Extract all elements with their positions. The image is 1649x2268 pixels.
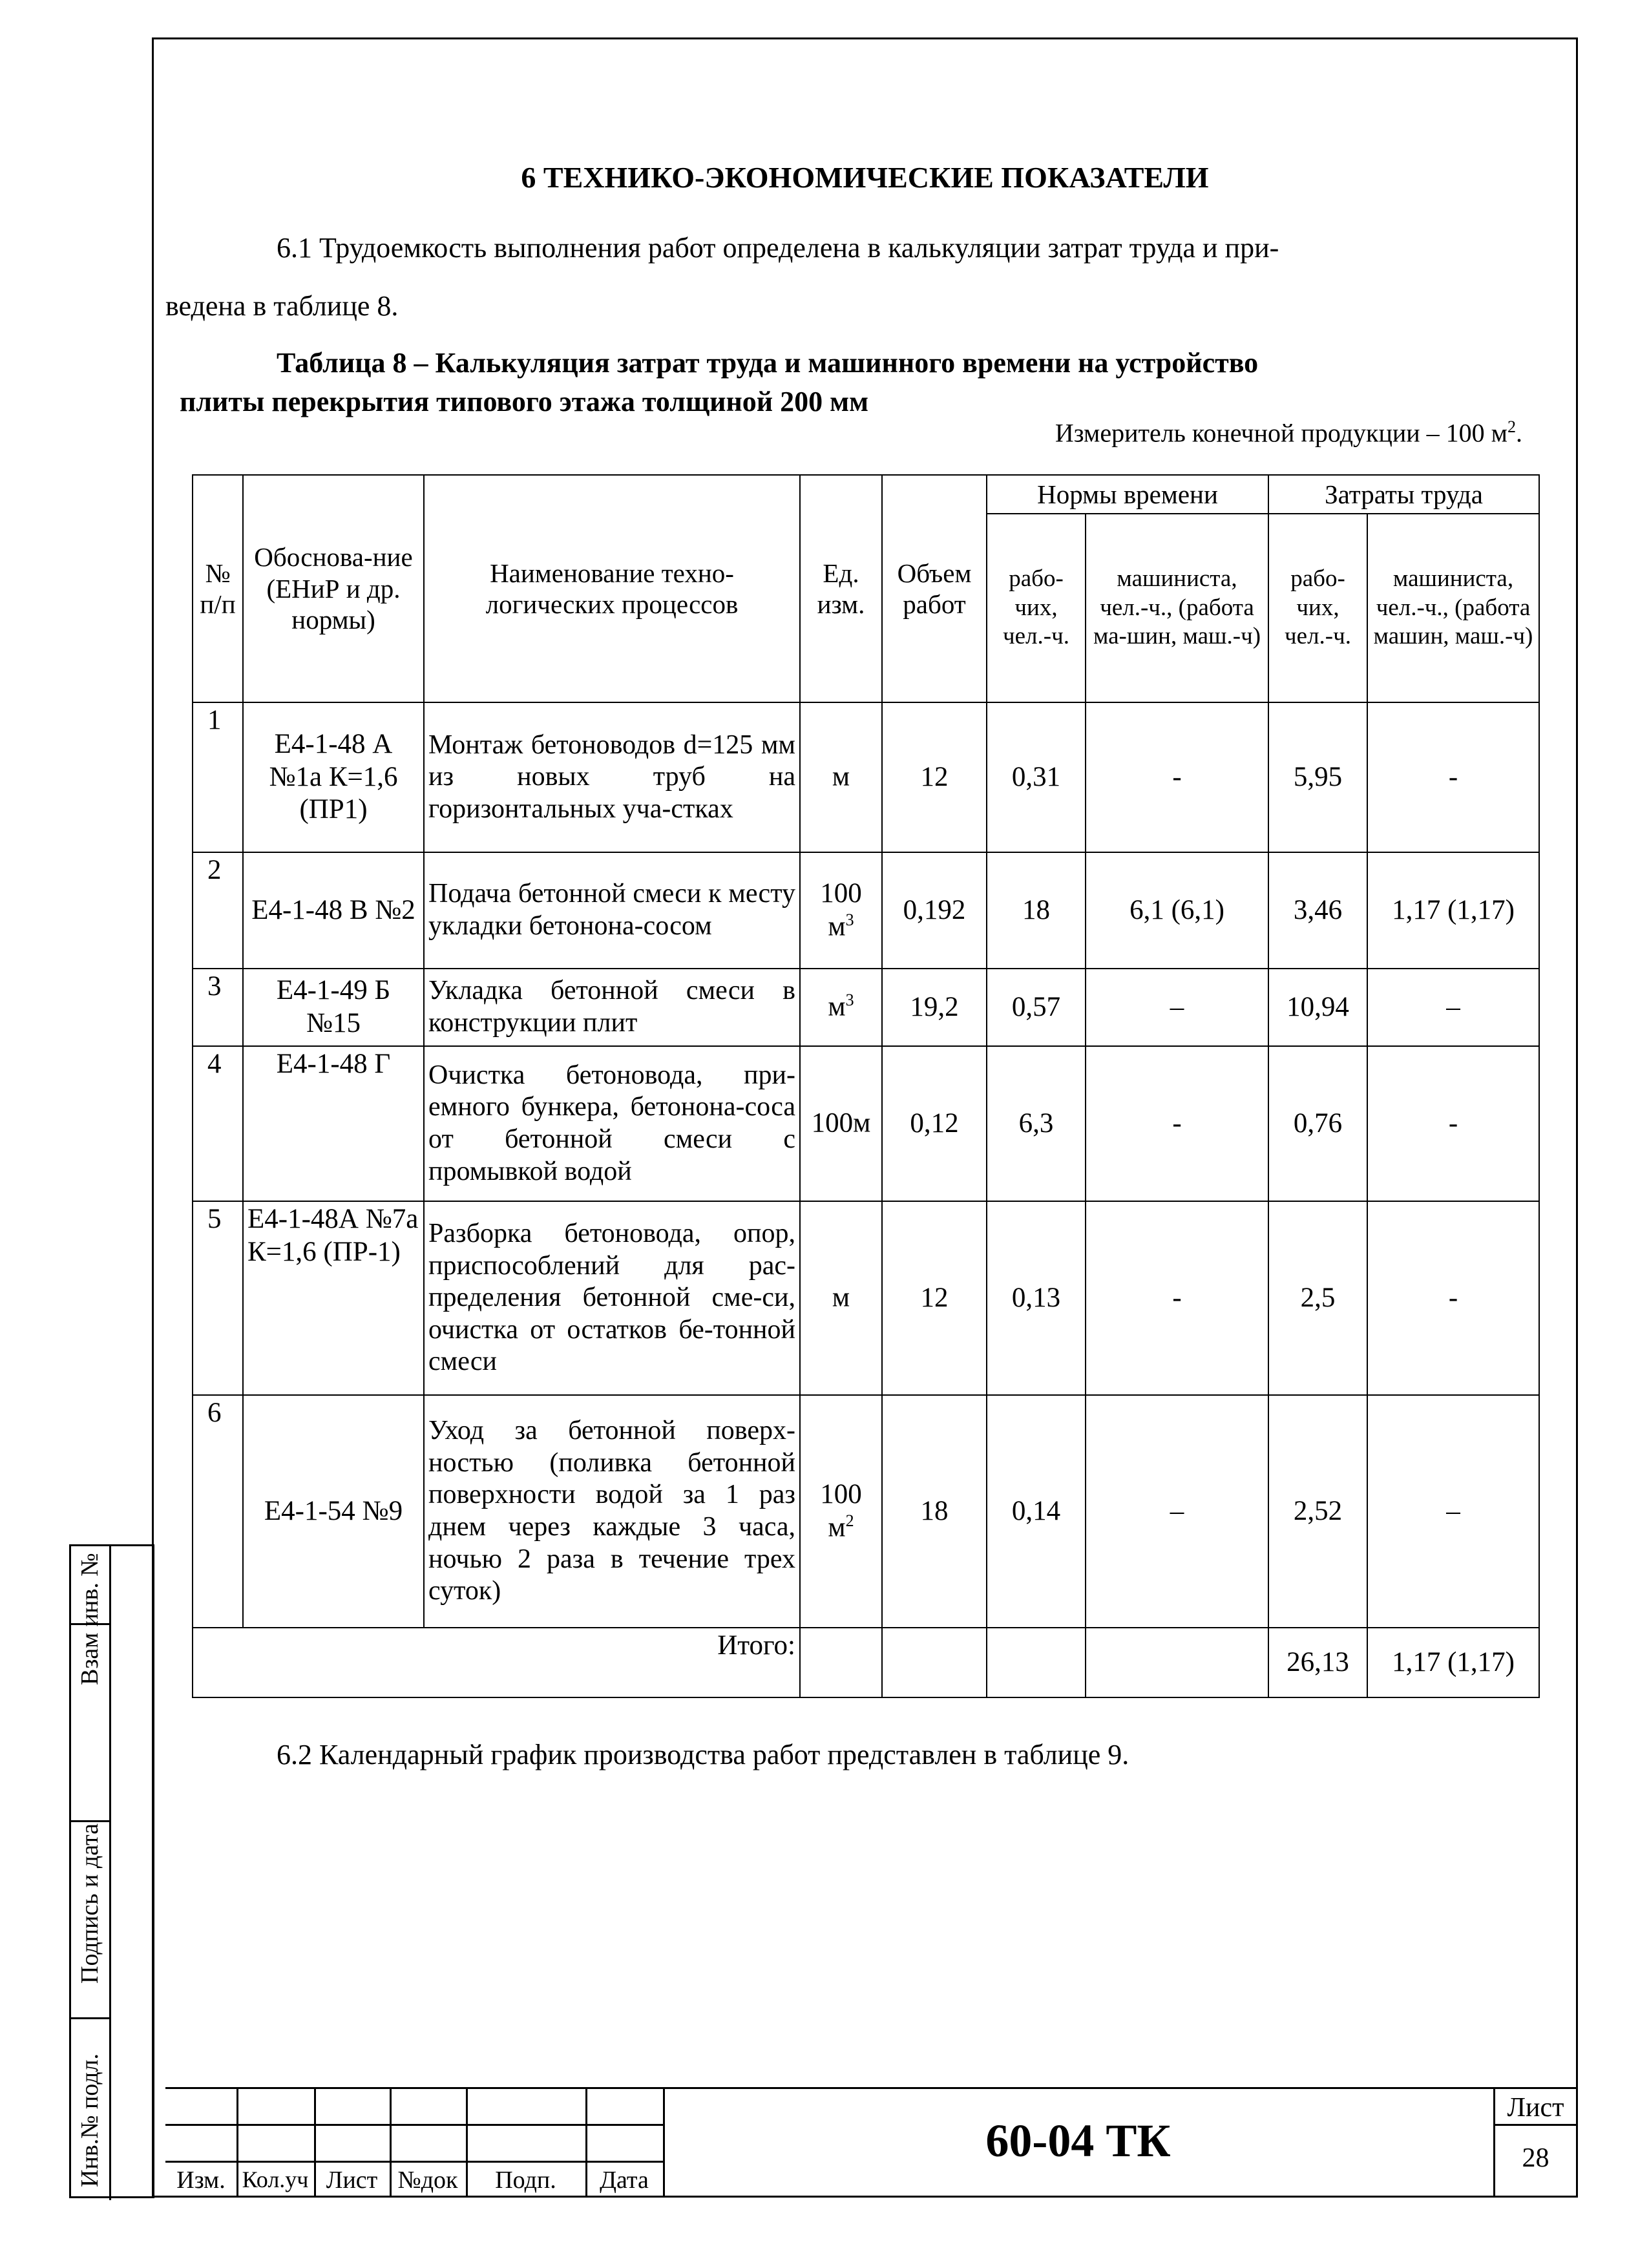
- title-block: [165, 2087, 1578, 2198]
- header-name: Наименование техно-логических процессов: [424, 475, 800, 702]
- total-norm-operator: [1086, 1628, 1268, 1697]
- total-cost-workers: 26,13: [1268, 1628, 1367, 1697]
- row-name: Очистка бетоновода, при-емного бункера, бетонона-соса от бетонной смеси с промывкой водой: [424, 1046, 800, 1201]
- tb-kol-uch-label: Кол.уч: [242, 2167, 309, 2192]
- row-num: 2: [193, 852, 243, 969]
- row-unit: $м^3$: [800, 969, 882, 1046]
- tb-podp-label: Подп.: [495, 2167, 556, 2194]
- total-unit: [800, 1628, 882, 1697]
- tb-list-label: Лист: [326, 2167, 378, 2194]
- row-num: 6: [193, 1395, 243, 1628]
- tb-data-label: Дата: [600, 2167, 649, 2194]
- row-basis: Е4-1-48А №7а К=1,6 (ПР-1): [243, 1201, 424, 1395]
- row-basis: Е4-1-48 В №2: [243, 852, 424, 969]
- header-cost-workers: рабо-чих, чел.-ч.: [1268, 514, 1367, 702]
- table-row: [193, 1046, 1539, 1201]
- row-basis: Е4-1-54 №9: [243, 1395, 424, 1628]
- sheet-label: Лист: [1507, 2093, 1564, 2123]
- row-cost-workers: 2,52: [1268, 1395, 1367, 1628]
- total-row: [193, 1628, 1539, 1697]
- labor-calculation-table: [192, 474, 1540, 1698]
- row-cost-operator: –: [1367, 969, 1539, 1046]
- table-row: [193, 1201, 1539, 1395]
- document-code: 60-04 ТК: [985, 2115, 1171, 2167]
- table-row: [193, 969, 1539, 1046]
- row-volume: 0,192: [882, 852, 987, 969]
- table-row: [193, 852, 1539, 969]
- row-basis: Е4-1-48 А №1а К=1,6 (ПР1): [243, 702, 424, 852]
- header-norm-workers: рабо-чих, чел.-ч.: [987, 514, 1086, 702]
- row-name: Уход за бетонной поверх-ностью (поливка бетонной поверхности водой за 1 раз днем через каждые 3 часа, ночью 2 раза в течение трех суток): [424, 1395, 800, 1628]
- paragraph-6-1-line1: 6.1 Трудоемкость выполнения работ определена в калькуляции затрат труда и при-: [277, 232, 1279, 264]
- row-norm-operator: -: [1086, 1046, 1268, 1201]
- side-stamp-replace-inv: Взам инв. №: [76, 1553, 103, 1685]
- row-norm-operator: -: [1086, 1201, 1268, 1395]
- row-norm-operator: 6,1 (6,1): [1086, 852, 1268, 969]
- header-unit: Ед. изм.: [800, 475, 882, 702]
- header-num: № п/п: [193, 475, 243, 702]
- total-volume: [882, 1628, 987, 1697]
- total-cost-operator: 1,17 (1,17): [1367, 1628, 1539, 1697]
- header-norm-operator: машиниста, чел.-ч., (работа ма-шин, маш.-ч): [1086, 514, 1268, 702]
- row-norm-workers: 0,13: [987, 1201, 1086, 1395]
- total-norm-workers: [987, 1628, 1086, 1697]
- row-norm-operator: –: [1086, 1395, 1268, 1628]
- table-caption-line2: плиты перекрытия типового этажа толщиной 200 мм: [180, 386, 869, 417]
- row-num: 1: [193, 702, 243, 852]
- row-basis: Е4-1-49 Б №15: [243, 969, 424, 1046]
- row-cost-workers: 0,76: [1268, 1046, 1367, 1201]
- row-num: 4: [193, 1046, 243, 1201]
- row-volume: 12: [882, 1201, 987, 1395]
- row-num: 3: [193, 969, 243, 1046]
- row-unit: 100 $м^2$: [800, 1395, 882, 1628]
- row-volume: 0,12: [882, 1046, 987, 1201]
- row-name: Разборка бетоновода, опор, приспособлений для рас-пределения бетонной сме-си, очистка от остатков бе-тонной смеси: [424, 1201, 800, 1395]
- row-cost-operator: -: [1367, 1046, 1539, 1201]
- sheet-number: 28: [1522, 2143, 1549, 2173]
- row-cost-operator: –: [1367, 1395, 1539, 1628]
- row-norm-workers: 0,31: [987, 702, 1086, 852]
- row-norm-operator: -: [1086, 702, 1268, 852]
- header-costs-group: Затраты труда: [1268, 475, 1539, 514]
- paragraph-6-2: 6.2 Календарный график производства работ представлен в таблице 9.: [277, 1739, 1129, 1770]
- row-cost-operator: -: [1367, 702, 1539, 852]
- tb-ndok-label: №док: [397, 2167, 458, 2194]
- row-name: Укладка бетонной смеси в конструкции плит: [424, 969, 800, 1046]
- row-num: 5: [193, 1201, 243, 1395]
- row-cost-workers: 3,46: [1268, 852, 1367, 969]
- row-volume: 18: [882, 1395, 987, 1628]
- header-cost-operator: машиниста, чел.-ч., (работа машин, маш.-ч): [1367, 514, 1539, 702]
- row-cost-workers: 5,95: [1268, 702, 1367, 852]
- row-norm-workers: 0,57: [987, 969, 1086, 1046]
- header-basis: Обоснова-ние (ЕНиР и др. нормы): [243, 475, 424, 702]
- row-name: Монтаж бетоноводов d=125 мм из новых труб на горизонтальных уча-стках: [424, 702, 800, 852]
- row-unit: 100 $м^3$: [800, 852, 882, 969]
- table-row: [193, 1395, 1539, 1628]
- tb-izm-label: Изм.: [176, 2167, 226, 2194]
- row-cost-workers: 10,94: [1268, 969, 1367, 1046]
- unit-note: Измеритель конечной продукции – 100 $м^2$.: [1055, 417, 1522, 448]
- header-volume: Объем работ: [882, 475, 987, 702]
- row-unit: м: [800, 1201, 882, 1395]
- row-cost-operator: 1,17 (1,17): [1367, 852, 1539, 969]
- row-norm-workers: 6,3: [987, 1046, 1086, 1201]
- row-basis: Е4-1-48 Г: [243, 1046, 424, 1201]
- row-cost-workers: 2,5: [1268, 1201, 1367, 1395]
- side-stamp-sign-date: Подпись и дата: [76, 1823, 103, 1984]
- table-row: [193, 702, 1539, 852]
- row-name: Подача бетонной смеси к месту укладки бетонона-сосом: [424, 852, 800, 969]
- header-norms-group: Нормы времени: [987, 475, 1268, 514]
- side-stamp-inv-orig: Инв.№ подл.: [76, 2053, 103, 2187]
- total-label: Итого:: [193, 1628, 800, 1697]
- row-unit: 100м: [800, 1046, 882, 1201]
- row-volume: 19,2: [882, 969, 987, 1046]
- table-caption-line1: Таблица 8 – Калькуляция затрат труда и машинного времени на устройство: [277, 347, 1259, 379]
- row-volume: 12: [882, 702, 987, 852]
- paragraph-6-1-line2: ведена в таблице 8.: [165, 290, 399, 322]
- section-title: 6 ТЕХНИКО-ЭКОНОМИЧЕСКИЕ ПОКАЗАТЕЛИ: [521, 161, 1209, 194]
- row-norm-operator: –: [1086, 969, 1268, 1046]
- row-cost-operator: -: [1367, 1201, 1539, 1395]
- row-norm-workers: 18: [987, 852, 1086, 969]
- row-norm-workers: 0,14: [987, 1395, 1086, 1628]
- row-unit: м: [800, 702, 882, 852]
